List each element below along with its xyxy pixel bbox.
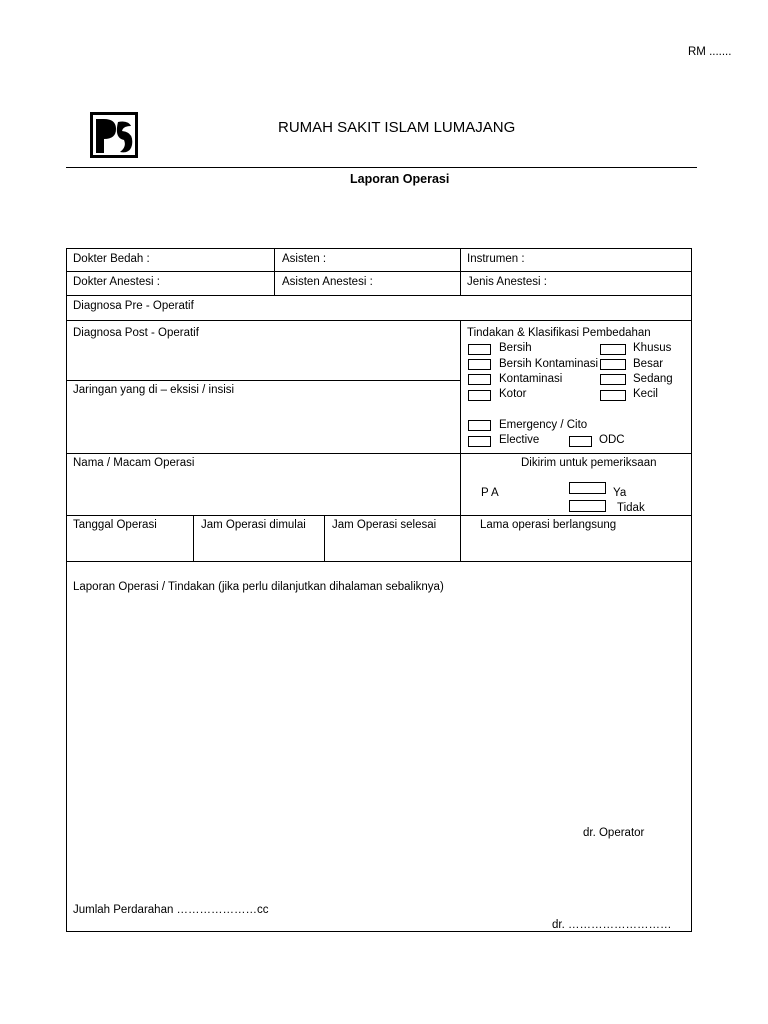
bersih-kontaminasi-checkbox[interactable] [468, 359, 491, 370]
jam-mulai-label: Jam Operasi dimulai [201, 519, 306, 531]
kotor-checkbox[interactable] [468, 390, 491, 401]
col-divider [324, 515, 325, 562]
tindakan-title: Tindakan & Klasifikasi Pembedahan [467, 327, 651, 339]
row-divider [66, 561, 692, 562]
dokter-bedah-label: Dokter Bedah : [73, 253, 150, 265]
tidak-label: Tidak [617, 502, 645, 514]
diagnosa-post-label: Diagnosa Post - Operatif [73, 327, 199, 339]
elective-label: Elective [499, 434, 540, 446]
col-divider [460, 248, 461, 296]
dr-signature-line: dr. ……………………… [552, 919, 672, 931]
kecil-checkbox[interactable] [600, 390, 626, 401]
jenis-anestesi-label: Jenis Anestesi : [467, 276, 547, 288]
tanggal-operasi-label: Tanggal Operasi [73, 519, 157, 531]
odc-checkbox[interactable] [569, 436, 592, 447]
col-divider [274, 248, 275, 296]
besar-checkbox[interactable] [600, 359, 626, 370]
kontaminasi-checkbox[interactable] [468, 374, 491, 385]
row-divider [66, 515, 692, 516]
operator-label: dr. Operator [583, 827, 645, 839]
laporan-label: Laporan Operasi / Tindakan (jika perlu dilanjutkan dihalaman sebaliknya) [73, 581, 444, 593]
row-divider [66, 271, 692, 272]
row-divider [66, 380, 460, 381]
bersih-kontaminasi-label: Bersih Kontaminasi [499, 358, 599, 370]
khusus-checkbox[interactable] [600, 344, 626, 355]
asisten-label: Asisten : [282, 253, 327, 265]
page-title: Laporan Operasi [350, 172, 450, 186]
dokter-anestesi-label: Dokter Anestesi : [73, 276, 160, 288]
col-divider [460, 320, 461, 562]
khusus-label: Khusus [633, 342, 672, 354]
perdarahan-label: Jumlah Perdarahan …………………cc [73, 904, 269, 916]
row-divider [66, 295, 692, 296]
emergency-label: Emergency / Cito [499, 419, 588, 431]
ya-checkbox[interactable] [569, 482, 606, 494]
emergency-checkbox[interactable] [468, 420, 491, 431]
ya-label: Ya [613, 487, 627, 499]
bersih-checkbox[interactable] [468, 344, 491, 355]
diagnosa-pre-label: Diagnosa Pre - Operatif [73, 300, 194, 312]
kotor-label: Kotor [499, 388, 527, 400]
elective-checkbox[interactable] [468, 436, 491, 447]
row-divider [66, 320, 692, 321]
odc-label: ODC [599, 434, 625, 446]
kontaminasi-label: Kontaminasi [499, 373, 563, 385]
tidak-checkbox[interactable] [569, 500, 606, 512]
row-divider [66, 453, 692, 454]
asisten-anestesi-label: Asisten Anestesi : [282, 276, 373, 288]
nama-operasi-label: Nama / Macam Operasi [73, 457, 195, 469]
bersih-label: Bersih [499, 342, 532, 354]
lama-operasi-label: Lama operasi berlangsung [480, 519, 617, 531]
header-divider [66, 167, 697, 168]
sedang-checkbox[interactable] [600, 374, 626, 385]
kecil-label: Kecil [633, 388, 658, 400]
pa-label: P A [481, 487, 499, 499]
jam-selesai-label: Jam Operasi selesai [332, 519, 437, 531]
besar-label: Besar [633, 358, 664, 370]
hospital-logo [90, 112, 138, 158]
rm-number: RM ....... [688, 46, 732, 58]
col-divider [193, 515, 194, 562]
dikirim-title: Dikirim untuk pemeriksaan [521, 457, 657, 469]
jaringan-label: Jaringan yang di – eksisi / insisi [73, 384, 235, 396]
instrumen-label: Instrumen : [467, 253, 525, 265]
hospital-name: RUMAH SAKIT ISLAM LUMAJANG [278, 119, 516, 136]
sedang-label: Sedang [633, 373, 673, 385]
